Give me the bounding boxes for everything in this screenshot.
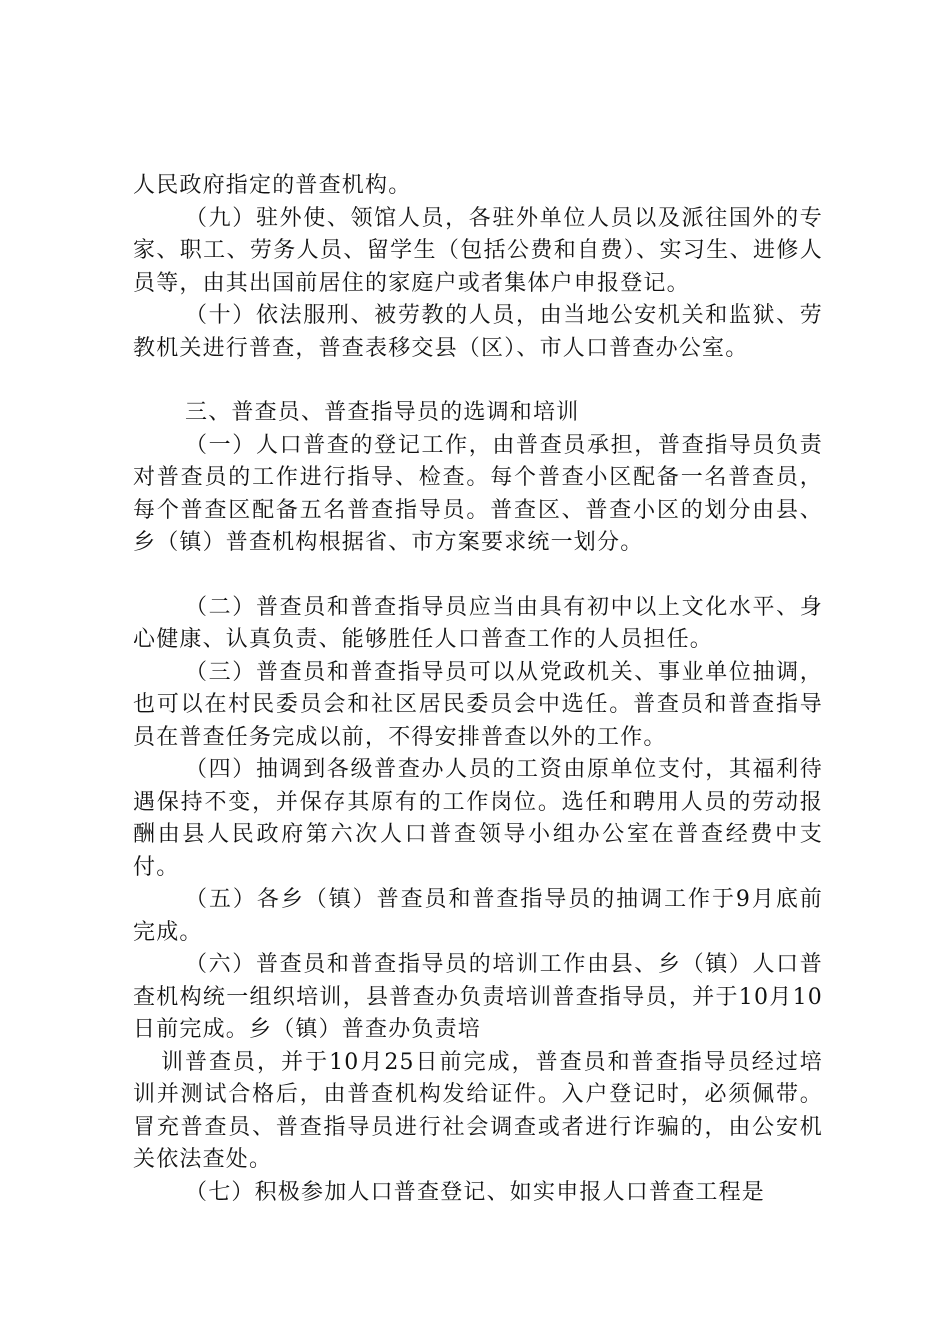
paragraph-section3-item-7: （七）积极参加人口普查登记、如实申报人口普查工程是 <box>185 1179 766 1205</box>
paragraph-item-10: （十）依法服刑、被劳教的人员，由当地公安机关和监狱、劳教机关进行普查，普查表移交县（区）、市人口普查办公室。 <box>133 303 823 361</box>
paragraph-continuation: 人民政府指定的普查机构。 <box>133 173 412 198</box>
paragraph-section3-item-3: （三）普查员和普查指导员可以从党政机关、事业单位抽调，也可以在村民委员会和社区居民委员会中选任。普查员和普查指导员在普查任务完成以前，不得安排普查以外的工作。 <box>133 659 823 750</box>
paragraph-item-9: （九）驻外使、领馆人员，各驻外单位人员以及派往国外的专家、职工、劳务人员、留学生（包括公费和自费）、实习生、进修人员等，由其出国前居住的家庭户或者集体户申报登记。 <box>133 205 823 296</box>
paragraph-section3-item-4: （四）抽调到各级普查办人员的工资由原单位支付，其福利待遇保持不变，并保存其原有的工作岗位。选任和聘用人员的劳动报酬由县人民政府第六次人口普查领导小组办公室在普查经费中支付。 <box>133 757 823 880</box>
document-body <box>133 170 823 1209</box>
paragraph-section3-item-1: （一）人口普查的登记工作，由普查员承担，普查指导员负责对普查员的工作进行指导、检查。每个普查小区配备一名普查员，每个普查区配备五名普查指导员。普查区、普查小区的划分由县、乡（镇）普查机构根据省、市方案要求统一划分。 <box>133 432 823 555</box>
paragraph-section3-item-6: （六）普查员和普查指导员的培训工作由县、乡（镇）人口普查机构统一组织培训，县普查办负责培训普查指导员，并于10月10日前完成。乡（镇）普查办负责培 <box>133 952 823 1042</box>
section-heading-3: 三、普查员、普查指导员的选调和培训 <box>185 400 580 425</box>
paragraph-section3-item-2: （二）普查员和普查指导员应当由具有初中以上文化水平、身心健康、认真负责、能够胜任人口普查工作的人员担任。 <box>133 594 823 652</box>
paragraph-section3-item-6-continued: 训普查员，并于10月25日前完成，普查员和普查指导员经过培训并测试合格后，由普查机构发给证件。入户登记时，必须佩带。冒充普查员、普查指导员进行社会调查或者进行诈骗的，由公安机关依法查处。 <box>133 1049 823 1172</box>
paragraph-section3-item-5: （五）各乡（镇）普查员和普查指导员的抽调工作于9月底前完成。 <box>133 887 823 945</box>
